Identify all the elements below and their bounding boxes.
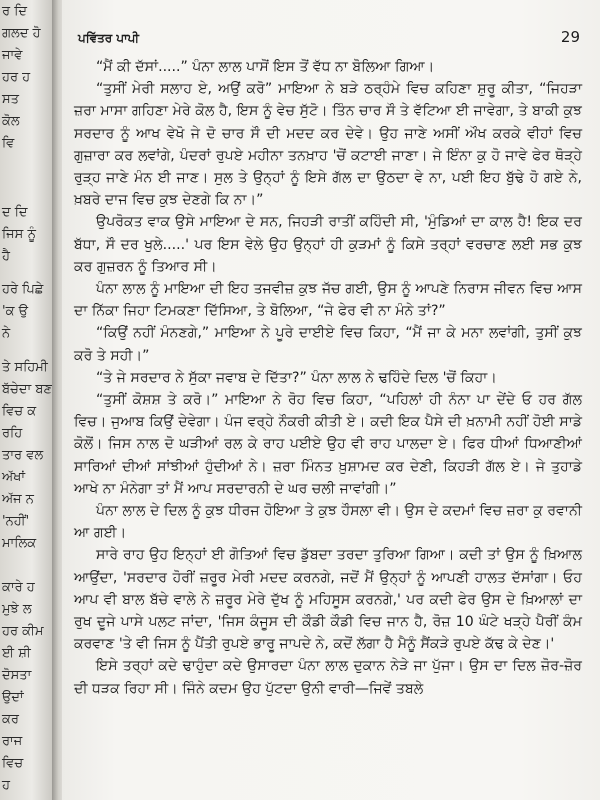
- facing-page-fragment: ਹਰੇ ਪਿਛੇ: [2, 282, 44, 297]
- facing-page-fragment: ਮਾਲਿਕ: [2, 536, 37, 551]
- facing-page-fragment: ਵਿਚ: [2, 756, 24, 771]
- paragraph: “ਮੈਂ ਕੀ ਦੱਸਾਂ.....” ਪੰਨਾ ਲਾਲ ਪਾਸੋਂ ਇਸ ਤੋਂ ਵੱਧ ਨਾ ਬੋਲਿਆ ਗਿਆ।: [96, 59, 435, 75]
- paragraph: “ਤੁਸੀਂ ਕੋਸ਼ਸ਼ ਤੇ ਕਰੋ।” ਮਾਇਆ ਨੇ ਰੋਹ ਵਿਚ ਕਿਹਾ, “ਪਹਿਲਾਂ ਹੀ ਨੰਨਾ ਪਾ ਦੇਂਦੇ ਓ ਹਰ ਗੱਲ ਵਿਚ। ਜੁਆਬ ਕਿਉਂ ਦੇਵੇਗਾ। ਪੰਜ ਵਰ੍ਹੇ ਨੌਕਰੀ ਕੀਤੀ ਏ। ਕਦੀ ਇਕ ਪੈਸੇ ਦੀ ਖ਼ਨਾਮੀ ਨਹੀਂ ਹੋਈ ਸਾਡੇ ਕੋਲੋਂ। ਜਿਸ ਨਾਲ ਦੋ ਘੜੀਆਂ ਰਲ ਕੇ ਰਾਹ ਪਈਏ ਉਹ ਵੀ ਰਾਹ ਪਾਲਦਾ ਏ। ਫਿਰ ਧੀਆਂ ਧਿਆਣੀਆਂ ਸਾਰਿਆਂ ਦੀਆਂ ਸਾਂਝੀਆਂ ਹੁੰਦੀਆਂ ਨੇ। ਜ਼ਰਾ ਮਿੰਨਤ ਖ਼ੁਸ਼ਾਮਦ ਕਰ ਦੇਣੀ, ਕਿਹੜੀ ਗੱਲ ਏ। ਜੇ ਤੁਹਾਡੇ ਆਖੇ ਨਾ ਮੰਨੇਗਾ ਤਾਂ ਮੈਂ ਆਪ ਸਰਦਾਰਨੀ ਦੇ ਘਰ ਚਲੀ ਜਾਵਾਂਗੀ।”: [74, 392, 582, 497]
- paragraph: ਉਪਰੋਕਤ ਵਾਕ ਉਸੇ ਮਾਇਆ ਦੇ ਸਨ, ਜਿਹੜੀ ਰਾਤੀਂ ਕਹਿੰਦੀ ਸੀ, 'ਮੁੰਡਿਆਂ ਦਾ ਕਾਲ ਹੈ! ਇਕ ਦਰ ਬੱਧਾ, ਸੌ ਦਰ ਖੁਲੇ.....' ਪਰ ਇਸ ਵੇਲੇ ਉਹ ਉਨ੍ਹਾਂ ਹੀ ਕੁੜਮਾਂ ਨੂੰ ਕਿਸੇ ਤਰ੍ਹਾਂ ਵਰਚਾਣ ਲਈ ਸਭ ਕੁਝ ਕਰ ਗੁਜ਼ਰਨ ਨੂੰ ਤਿਆਰ ਸੀ।: [74, 214, 582, 275]
- page-header: [74, 24, 582, 46]
- facing-page-fragment: ਵਿਚ ਕ: [2, 404, 37, 419]
- facing-page-fragment: ਅੱਖਾਂ: [2, 470, 26, 485]
- facing-page-fragment: ਹਰ ਕੀਮ: [2, 624, 44, 639]
- facing-page-fragment: ਤਾਰ ਵਲ: [2, 448, 44, 463]
- facing-page-fragment: ਬੱਚੇਦਾ ਬਣ: [2, 382, 52, 397]
- facing-page-fragment: ਕਰ: [2, 712, 19, 727]
- facing-page-fragment: ਰ ਦਿ: [2, 4, 27, 19]
- facing-page-fragment: ਜਾਵੇ: [2, 48, 23, 63]
- facing-page-fragment: ਈ ਸ਼ੀ: [2, 646, 31, 661]
- paragraph: ਇਸੇ ਤਰ੍ਹਾਂ ਕਦੇ ਢਾਹੁੰਦਾ ਕਦੇ ਉਸਾਰਦਾ ਪੰਨਾ ਲਾਲ ਦੁਕਾਨ ਨੇੜੇ ਜਾ ਪੁੱਜਾ। ਉਸ ਦਾ ਦਿਲ ਜ਼ੋਰ-ਜ਼ੋਰ ਦੀ ਧੜਕ ਰਿਹਾ ਸੀ। ਜਿੰਨੇ ਕਦਮ ਉਹ ਪੁੱਟਦਾ ਉਨੀ ਵਾਰੀ—ਜਿਵੇਂ ਤਬਲੇ: [74, 658, 582, 697]
- facing-page-fragment: 'ਕ ਉ: [2, 304, 28, 319]
- facing-page-fragment: ਗਲਦ ਹੋ: [2, 26, 41, 41]
- page-number: 29: [560, 28, 580, 46]
- facing-page-fragment: ਕਾਰੇ ਹ: [2, 580, 35, 595]
- paragraph: ਸਾਰੇ ਰਾਹ ਉਹ ਇਨ੍ਹਾਂ ਈ ਗੋਤਿਆਂ ਵਿਚ ਡੁੱਬਦਾ ਤਰਦਾ ਤੁਰਿਆ ਗਿਆ। ਕਦੀ ਤਾਂ ਉਸ ਨੂੰ ਖ਼ਿਆਲ ਆਉਂਦਾ, 'ਸਰਦਾਰ ਹੋਰੀਂ ਜ਼ਰੂਰ ਮੇਰੀ ਮਦਦ ਕਰਨਗੇ, ਜਦੋਂ ਮੈਂ ਉਨ੍ਹਾਂ ਨੂੰ ਆਪਣੀ ਹਾਲਤ ਦੱਸਾਂਗਾ। ਓਹ ਆਪ ਵੀ ਬਾਲ ਬੱਚੇ ਵਾਲੇ ਨੇ ਜ਼ਰੂਰ ਮੇਰੇ ਦੁੱਖ ਨੂੰ ਮਹਿਸੂਸ ਕਰਨਗੇ,' ਪਰ ਕਦੀ ਫੇਰ ਉਸ ਦੇ ਖ਼ਿਆਲਾਂ ਦਾ ਰੁਖ ਦੂਜੇ ਪਾਸੇ ਪਲਟ ਜਾਂਦਾ, 'ਜਿਸ ਕੰਜੂਸ ਦੀ ਕੌਡੀ ਕੌਡੀ ਵਿਚ ਜਾਨ ਹੈ, ਰੋਜ਼ 10 ਘੰਟੇ ਖੜ੍ਹੇ ਪੈਰੀਂ ਕੰਮ ਕਰਵਾਣ 'ਤੇ ਵੀ ਜਿਸ ਨੂੰ ਪੈਂਤੀ ਰੁਪਏ ਭਾਰੂ ਜਾਪਦੇ ਨੇ, ਕਦੋਂ ਲੱਗਾ ਹੈ ਮੈਨੂੰ ਸੈਂਕੜੇ ਰੁਪਏ ਕੱਢ ਕੇ ਦੇਣ।': [74, 547, 582, 653]
- facing-page-fragment: ਦੋਸਤਾ: [2, 668, 32, 683]
- facing-page-fragment: 'ਨਹੀਂ': [2, 514, 30, 529]
- running-head: ਪਵਿੱਤਰ ਪਾਪੀ: [78, 31, 139, 45]
- facing-page-fragment: ਹਰ ਹ: [2, 70, 31, 85]
- facing-page-fragment: ਅੱਜ ਨ: [2, 492, 34, 507]
- facing-page-fragment: ਕੋਲ: [2, 114, 20, 129]
- paragraph: “ਕਿਉਂ ਨਹੀਂ ਮੰਨਣਗੇ,” ਮਾਇਆ ਨੇ ਪੂਰੇ ਦਾਈਏ ਵਿਚ ਕਿਹਾ, “ਮੈਂ ਜਾ ਕੇ ਮਨਾ ਲਵਾਂਗੀ, ਤੁਸੀਂ ਕੁਝ ਕਰੋ ਤੇ ਸਹੀ।”: [74, 325, 582, 364]
- facing-page-fragment: ਦ ਦਿ: [2, 205, 28, 220]
- facing-page-fragment: ਵਿ: [2, 136, 15, 151]
- facing-page-fragment: ਤੇ ਸਹਿਮੀ: [2, 360, 48, 375]
- facing-page-fragment: ਮੁਝੇ ਲ: [2, 602, 32, 617]
- book-page: [62, 0, 600, 800]
- paragraph: “ਤੇ ਜੇ ਸਰਦਾਰ ਨੇ ਸੁੱਕਾ ਜਵਾਬ ਦੇ ਦਿੱਤਾ?” ਪੰਨਾ ਲਾਲ ਨੇ ਢਹਿੰਦੇ ਦਿਲ 'ਚੋਂ ਕਿਹਾ।: [96, 369, 497, 386]
- facing-page-fragment: ਉਦਾਂ: [2, 690, 24, 705]
- facing-page-edge: [0, 0, 58, 800]
- facing-page-fragment: ਹੈ: [2, 249, 10, 264]
- facing-page-fragment: ਰਾਜ: [2, 734, 23, 749]
- facing-page-fragment: ਰਹਿ: [2, 426, 23, 441]
- facing-page-fragment: ਨੇ: [2, 326, 11, 341]
- paragraph: “ਤੁਸੀਂ ਮੇਰੀ ਸਲਾਹ ਏ, ਅਉਂ ਕਰੋ” ਮਾਇਆ ਨੇ ਬੜੇ ਠਰ੍ਹੰਮੇ ਵਿਚ ਕਹਿਣਾ ਸ਼ੁਰੂ ਕੀਤਾ, “ਜਿਹੜਾ ਜ਼ਰਾ ਮਾਸਾ ਗਹਿਣਾ ਮੇਰੇ ਕੋਲ ਹੈ, ਇਸ ਨੂੰ ਵੇਚ ਸੁੱਟੋ। ਤਿੰਨ ਚਾਰ ਸੌ ਤੇ ਵੱਟਿਆ ਈ ਜਾਵੇਗਾ, ਤੇ ਬਾਕੀ ਕੁਝ ਸਰਦਾਰ ਨੂੰ ਆਖ ਵੇਖੋ ਜੇ ਦੋ ਚਾਰ ਸੌ ਦੀ ਮਦਦ ਕਰ ਦੇਵੇ। ਉਹ ਜਾਣੇ ਅਸੀਂ ਔਖ ਕਰਕੇ ਵੀਹਾਂ ਵਿਚ ਗੁਜ਼ਾਰਾ ਕਰ ਲਵਾਂਗੇ, ਪੰਦਰਾਂ ਰੁਪਏ ਮਹੀਨਾ ਤਨਖ਼ਾਹ 'ਚੋਂ ਕਟਾਈ ਜਾਣਾ। ਜੇ ਇੰਨਾ ਕੁ ਹੋ ਜਾਵੇ ਫੇਰ ਥੋੜ੍ਹੇ ਰੁੜ੍ਹ ਜਾਣੇ ਮੰਨ ਈ ਜਾਣ। ਸੁਲ ਤੇ ਉਨ੍ਹਾਂ ਨੂੰ ਇਸੇ ਗੱਲ ਦਾ ਉਠਦਾ ਵੇ ਨਾ, ਪਈ ਇਹ ਬੁੱਢੇ ਹੋ ਗਏ ਨੇ, ਖ਼ਬਰੇ ਦਾਜ ਵਿਚ ਕੁਝ ਦੇਣਗੇ ਕਿ ਨਾ।”: [74, 81, 582, 209]
- body-text: [74, 56, 582, 700]
- facing-page-fragment: ਜਿਸ ਨੂੰ: [2, 227, 36, 242]
- facing-page-fragment: ਹ: [2, 778, 10, 793]
- paragraph: ਪੰਨਾ ਲਾਲ ਨੂੰ ਮਾਇਆ ਦੀ ਇਹ ਤਜਵੀਜ਼ ਕੁਝ ਜੱਚ ਗਈ, ਉਸ ਨੂੰ ਆਪਣੇ ਨਿਰਾਸ ਜੀਵਨ ਵਿਚ ਆਸ ਦਾ ਨਿੱਕਾ ਜਿਹਾ ਟਿਮਕਣਾ ਦਿੱਸਿਆ, ਤੇ ਬੋਲਿਆ, “ਜੇ ਫੇਰ ਵੀ ਨਾ ਮੰਨੇ ਤਾਂ?”: [74, 281, 582, 320]
- facing-page-fragment: ਸਤ: [2, 92, 19, 107]
- paragraph: ਪੰਨਾ ਲਾਲ ਦੇ ਦਿਲ ਨੂੰ ਕੁਝ ਧੀਰਜ ਹੋਇਆ ਤੇ ਕੁਝ ਹੌਸਲਾ ਵੀ। ਉਸ ਦੇ ਕਦਮਾਂ ਵਿਚ ਜ਼ਰਾ ਕੁ ਰਵਾਨੀ ਆ ਗਈ।: [74, 503, 582, 542]
